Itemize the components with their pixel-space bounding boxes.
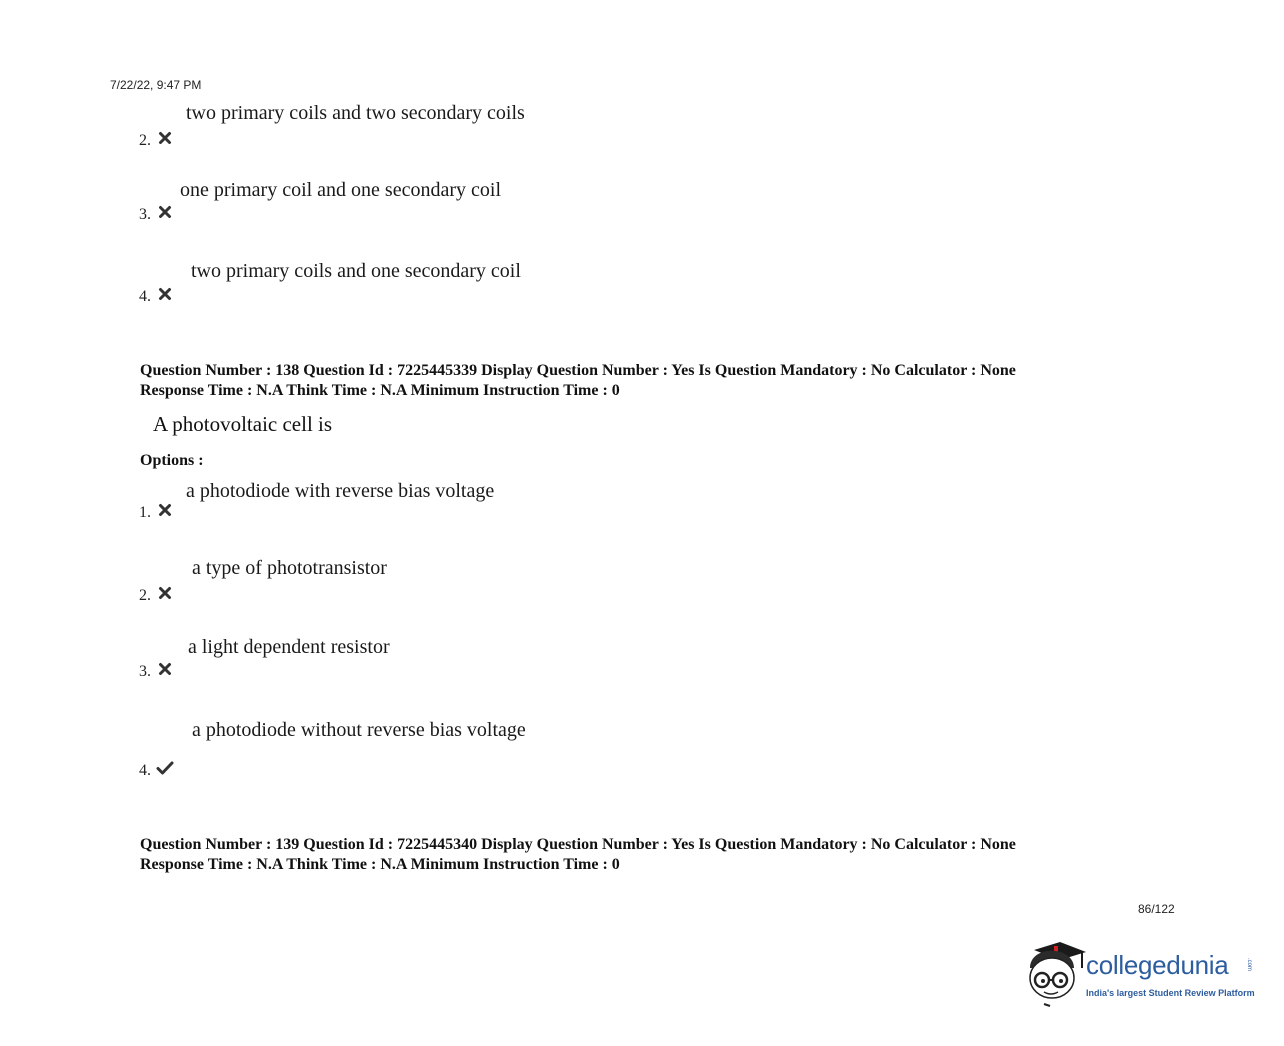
question-meta-line2: Response Time : N.A Think Time : N.A Minimum Instruction Time : 0: [140, 382, 620, 399]
option-number: 4.: [139, 288, 151, 305]
cross-icon: [158, 662, 172, 676]
option-number: 3.: [139, 663, 151, 680]
option-number: 3.: [139, 206, 151, 223]
option-text: a photodiode without reverse bias voltage: [192, 719, 526, 741]
page-number: 86/122: [1138, 902, 1175, 916]
cross-icon: [158, 586, 172, 600]
question-meta-line1: Question Number : 139 Question Id : 7225445340 Display Question Number : Yes Is Question Mandatory : No Calculator : None: [140, 836, 1016, 853]
option-number: 1.: [139, 504, 151, 521]
check-icon: [156, 760, 174, 776]
option-text: one primary coil and one secondary coil: [180, 179, 501, 201]
question-text: A photovoltaic cell is: [153, 412, 333, 436]
option-number: 2.: [139, 587, 151, 604]
option-text: a photodiode with reverse bias voltage: [186, 480, 495, 502]
cross-icon: [158, 287, 172, 301]
collegedunia-logo: [1022, 938, 1262, 1010]
timestamp: 7/22/22, 9:47 PM: [110, 78, 202, 92]
options-label: Options :: [140, 452, 204, 469]
mascot-icon: [1024, 938, 1088, 1010]
question-meta-line1: Question Number : 138 Question Id : 7225445339 Display Question Number : Yes Is Question Mandatory : No Calculator : None: [140, 362, 1016, 379]
cross-icon: [158, 205, 172, 219]
option-text: a light dependent resistor: [188, 636, 390, 658]
option-number: 4.: [139, 762, 151, 779]
option-text: a type of phototransistor: [192, 557, 387, 579]
option-text: two primary coils and two secondary coils: [186, 102, 525, 124]
logo-wordmark: collegedunia: [1086, 950, 1229, 980]
cross-icon: [158, 131, 172, 145]
logo-suffix: .com: [1246, 958, 1252, 972]
cross-icon: [158, 503, 172, 517]
option-number: 2.: [139, 132, 151, 149]
logo-tagline: India's largest Student Review Platform: [1086, 988, 1255, 998]
option-text: two primary coils and one secondary coil: [191, 260, 521, 282]
question-meta-line2: Response Time : N.A Think Time : N.A Minimum Instruction Time : 0: [140, 856, 620, 873]
